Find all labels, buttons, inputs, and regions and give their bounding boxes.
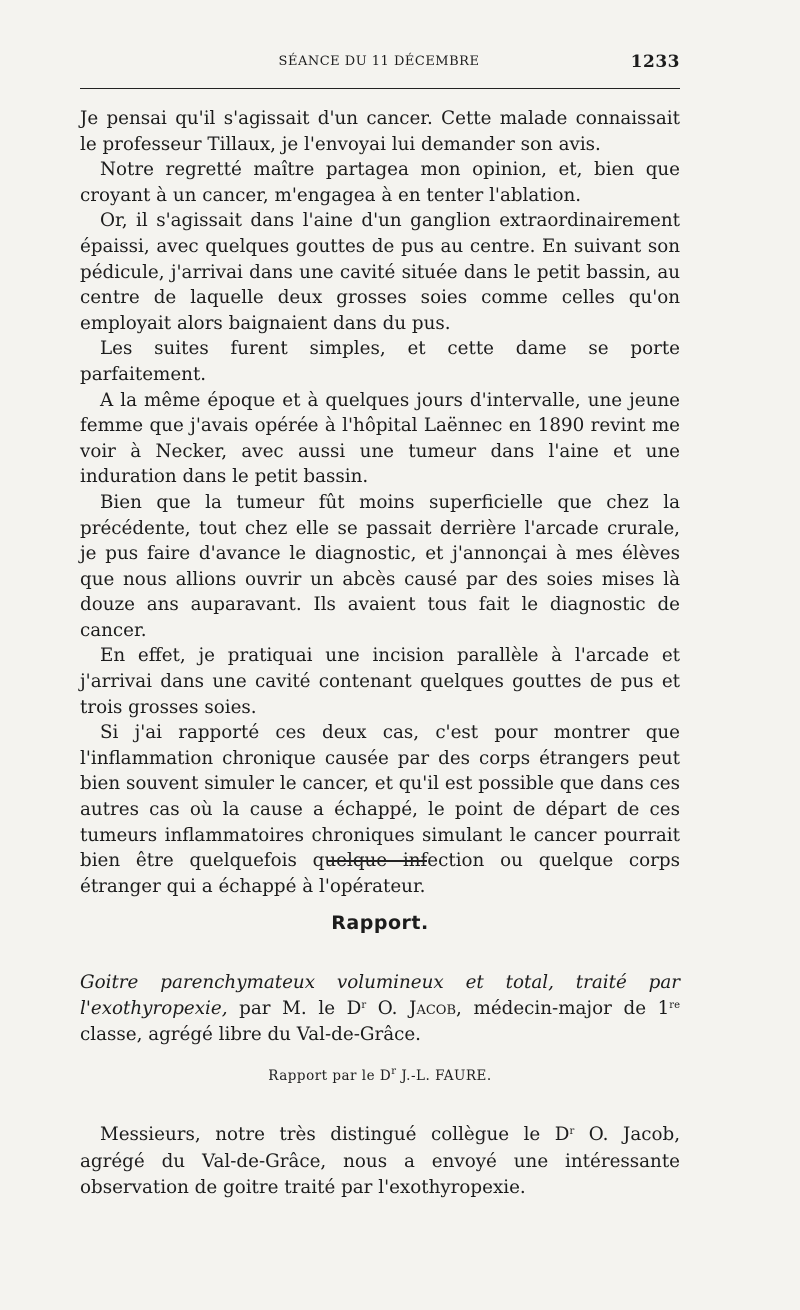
byline-pre: Rapport par le D xyxy=(268,1068,392,1084)
paragraph: A la même époque et à quelques jours d'intervalle, une jeune femme que j'avais opérée à l'hôpital Laënnec en 1890 revint me voir à Necker, avec aussi une tumeur dans l'aine et une induration dans le petit bassin. xyxy=(80,389,680,488)
report-title: Goitre parenchymateux volumineux et total, traité par l'exothyropexie, xyxy=(80,972,680,1019)
report-heading: Rapport. xyxy=(331,912,429,934)
opening-sup: r xyxy=(569,1126,575,1137)
section-divider xyxy=(327,860,427,862)
report-byline xyxy=(0,1068,760,1084)
paragraph: Notre regretté maître partagea mon opinion, et, bien que croyant à un cancer, m'engagea à en tenter l'ablation. xyxy=(80,159,680,206)
opening-paragraph xyxy=(80,1122,680,1202)
report-role-post: classe, agrégé libre du Val-de-Grâce. xyxy=(80,1024,421,1045)
paragraph: Bien que la tumeur fût moins superficielle que chez la précédente, tout chez elle se passait derrière l'arcade crurale, je pus faire d'avance le diagnostic, et j'annonçai à mes élèves que nous allions ouvrir un abcès causé par des soies mises là douze ans auparavant. Ils avaient tous fait le diagnostic de cancer. xyxy=(80,491,680,641)
report-author: O. Jacob, xyxy=(377,998,462,1019)
report-opening xyxy=(80,1122,680,1202)
paragraph: Or, il s'agissait dans l'aine d'un ganglion extraordinairement épaissi, avec quelques gouttes de pus au centre. En suivant son pédicule, j'arrivai dans une cavité située dans le petit bassin, au centre de laquelle deux grosses soies comme celles qu'on employait alors baignaient dans du pus. xyxy=(80,210,680,334)
opening-pre: Messieurs, notre très distingué collègue le D xyxy=(100,1124,570,1145)
body-text xyxy=(80,106,680,899)
byline-post: J.-L. FAURE. xyxy=(401,1068,492,1084)
paragraph: En effet, je pratiquai une incision parallèle à l'arcade et j'arrivai dans une cavité contenant quelques gouttes de pus et trois grosses soies. xyxy=(80,645,680,718)
running-head xyxy=(78,52,680,72)
report-entry xyxy=(80,970,680,1048)
report-by: par M. le D xyxy=(239,998,362,1019)
opening-post: O. Jacob, agrégé du Val-de-Grâce, nous a envoyé une intéressante observation de goitre traité par l'exothyropexie. xyxy=(80,1124,681,1198)
report-role-sup: re xyxy=(669,1000,680,1011)
report-role-pre: médecin-major de 1 xyxy=(473,998,670,1019)
page-number: 1233 xyxy=(630,52,680,72)
running-title: SÉANCE DU 11 DÉCEMBRE xyxy=(278,54,480,69)
header-rule xyxy=(80,88,680,89)
paragraph: Je pensai qu'il s'agissait d'un cancer. Cette malade connaissait le professeur Tillaux, je l'envoyai lui demander son avis. xyxy=(80,108,680,155)
paragraph: Si j'ai rapporté ces deux cas, c'est pour montrer que l'inflammation chronique causée par des corps étrangers peut bien souvent simuler le cancer, et qu'il est possible que dans ces autres cas où la cause a échappé, le point de départ de ces tumeurs inflammatoires chroniques simulant le cancer pourrait bien être quelquefois quelque infection ou quelque corps étranger qui a échappé à l'opérateur. xyxy=(80,722,680,897)
paragraph: Les suites furent simples, et cette dame se porte parfaitement. xyxy=(80,338,680,385)
report-by-sup: r xyxy=(361,1000,367,1011)
byline-sup: r xyxy=(391,1066,397,1077)
